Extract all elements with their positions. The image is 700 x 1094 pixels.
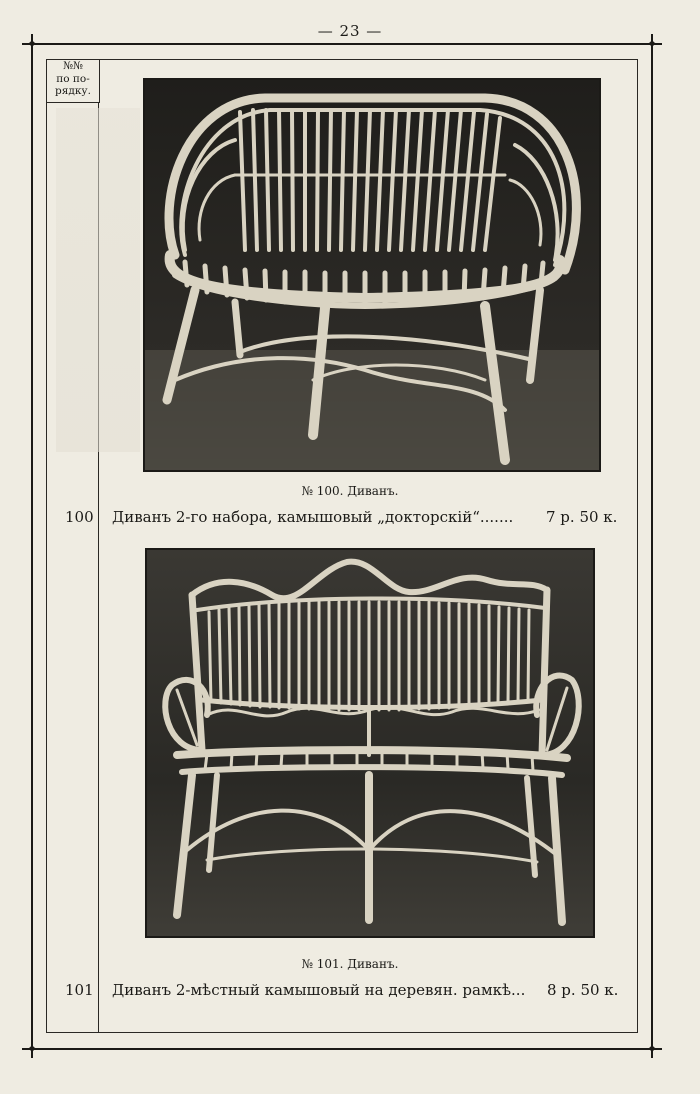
entry-description: Диванъ 2-го набора, камышовый „докторскій“....... — [112, 508, 514, 526]
inner-right-line — [637, 59, 638, 1032]
sofa-101-illustration — [147, 550, 593, 936]
top-rule — [22, 43, 662, 45]
entry-price: 7 р. 50 к. — [546, 508, 618, 526]
sofa-101-caption: № 101. Диванъ. — [301, 957, 399, 971]
number-column-header — [46, 59, 100, 103]
page-number: — 23 — — [317, 22, 383, 40]
corner-ornament-bottom-right: ✦ — [645, 1040, 659, 1058]
sofa-100-caption: № 100. Диванъ. — [301, 484, 399, 498]
inner-top-line — [46, 59, 638, 60]
corner-ornament-top-left: ✦ — [25, 35, 39, 53]
corner-ornament-bottom-left: ✦ — [25, 1040, 39, 1058]
column-header-line-3: рядку. — [55, 85, 91, 97]
bottom-rule — [22, 1048, 662, 1050]
sofa-100-photo — [143, 78, 601, 472]
column-header-line-2: по по- — [56, 72, 90, 85]
column-header-line-1: №№ — [63, 60, 83, 72]
show-through-shadow — [56, 108, 140, 452]
entry-description: Диванъ 2-мѣстный камышовый на деревян. рамкѣ... — [112, 981, 526, 999]
entry-number: 100 — [65, 508, 94, 526]
left-rule — [31, 34, 33, 1058]
entry-number: 101 — [65, 981, 94, 999]
inner-bottom-line — [46, 1032, 638, 1033]
sofa-101-photo — [145, 548, 595, 938]
corner-ornament-top-right: ✦ — [645, 35, 659, 53]
right-rule — [651, 34, 653, 1058]
inner-left-line — [46, 59, 47, 1032]
sofa-100-illustration — [145, 80, 599, 470]
entry-price: 8 р. 50 к. — [547, 981, 619, 999]
